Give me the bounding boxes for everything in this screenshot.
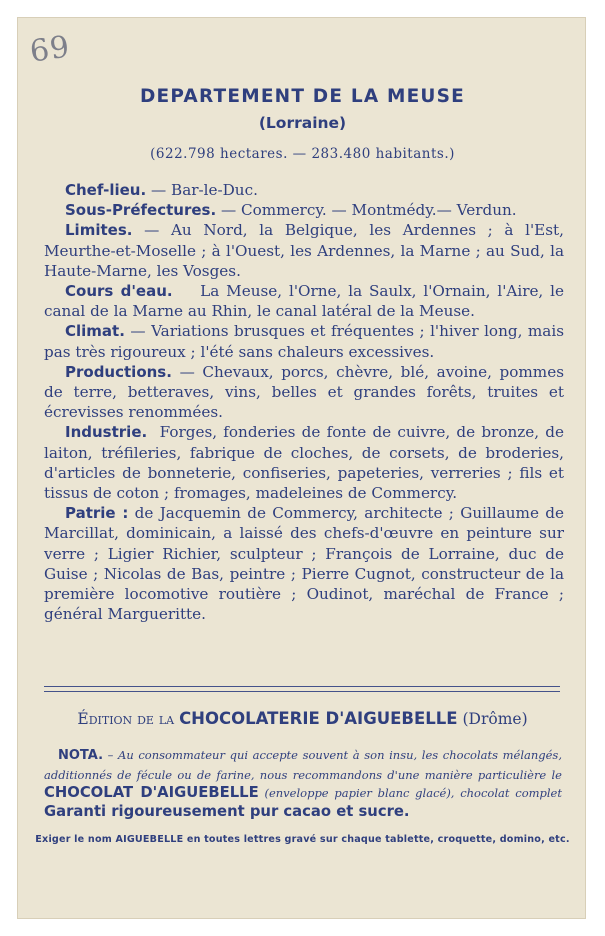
entry-cours-d-eau bbox=[44, 281, 569, 321]
nota-dash: – bbox=[103, 748, 119, 762]
entry-sous-prefectures bbox=[44, 200, 564, 220]
edition-prefix: Édition de la bbox=[77, 710, 180, 728]
entry-label: Productions. bbox=[65, 362, 172, 381]
nota-text-1: Au consommateur qui accepte souvent à son insu, les chocolats mélangés, additionnés de fécule ou de farine, nous recommandons d'une manière particulière le bbox=[44, 748, 562, 782]
nota-label: NOTA. bbox=[58, 748, 104, 763]
nota-paragraph bbox=[44, 746, 562, 821]
edition-suffix: (Drôme) bbox=[457, 710, 528, 728]
department-stats: (622.798 hectares. — 283.480 habitants.) bbox=[150, 146, 455, 162]
entry-label: Industrie. bbox=[65, 423, 148, 442]
entry-label: Sous-Préfectures. bbox=[65, 201, 217, 220]
entry-text: La Meuse, l'Orne, la Saulx, l'Ornain, l'Aire, le canal de la Marne au Rhin, le canal latéral de la Meuse. bbox=[44, 282, 569, 321]
entry-text: — Commercy. — Montmédy.— Verdun. bbox=[216, 201, 517, 220]
region-subtitle: (Lorraine) bbox=[258, 114, 347, 132]
edition-line bbox=[0, 709, 605, 728]
entry-limites bbox=[44, 220, 564, 281]
entry-chef-lieu bbox=[44, 180, 564, 200]
department-entries bbox=[44, 180, 569, 624]
handwritten-number: 69 bbox=[27, 29, 73, 70]
nota-text-2: (enveloppe papier blanc glacé), chocolat complet bbox=[258, 786, 562, 800]
entry-patrie bbox=[44, 503, 564, 624]
entry-text: Forges, fonderies de fonte de cuivre, de bronze, de laiton, tréfileries, fabrique de cloches, de corsets, de broderies, d'articles de bonneterie, confiseries, papeteries, verreries ; fils et tissus de coton ; fromages, madeleines de Commercy. bbox=[44, 423, 569, 503]
entry-text: — Au Nord, la Belgique, les Ardennes ; à l'Est, Meurthe-et-Moselle ; à l'Ouest, les Ardennes, la Marne ; au Sud, la Haute-Marne, les Vosges. bbox=[44, 221, 564, 280]
entry-text: — Variations brusques et fréquentes ; l'hiver long, mais pas très rigoureux ; l'été sans chaleurs excessives. bbox=[44, 322, 564, 361]
entry-label: Limites. bbox=[65, 221, 133, 240]
divider-rule bbox=[44, 686, 560, 687]
divider-rule bbox=[44, 691, 560, 692]
nota-guarantee: Garanti rigoureusement pur cacao et sucre. bbox=[44, 802, 410, 820]
entry-label: Climat. bbox=[65, 322, 125, 341]
entry-climat bbox=[44, 321, 564, 361]
entry-industrie bbox=[44, 422, 569, 503]
footer-notice: Exiger le nom AIGUEBELLE en toutes lettres gravé sur chaque tablette, croquette, domino, etc. bbox=[35, 834, 570, 845]
entry-label: Chef-lieu. bbox=[65, 181, 147, 199]
entry-productions bbox=[44, 362, 564, 423]
edition-brand: CHOCOLATERIE D'AIGUEBELLE bbox=[179, 709, 458, 728]
entry-label: Cours d'eau. bbox=[65, 282, 173, 301]
entry-label: Patrie : bbox=[65, 504, 129, 523]
nota-brand: CHOCOLAT D'AIGUEBELLE bbox=[44, 784, 259, 801]
entry-text: — Bar-le-Duc. bbox=[146, 181, 258, 199]
entry-text: — Chevaux, porcs, chèvre, blé, avoine, pommes de terre, betteraves, vins, belles et grandes forêts, truites et écrevisses renommées. bbox=[44, 362, 564, 422]
entry-text: de Jacquemin de Commercy, architecte ; Guillaume de Marcillat, dominicain, a laissé des chefs-d'œuvre en peinture sur verre ; Ligier Richier, sculpteur ; François de Lorraine, duc de Guise ; Nicolas de Bas, peintre ; Pierre Cugnot, constructeur de la première locomotive routière ; Oudinot, maréchal de France ; général Margueritte. bbox=[44, 504, 564, 624]
page-title: DEPARTEMENT DE LA MEUSE bbox=[139, 86, 466, 107]
